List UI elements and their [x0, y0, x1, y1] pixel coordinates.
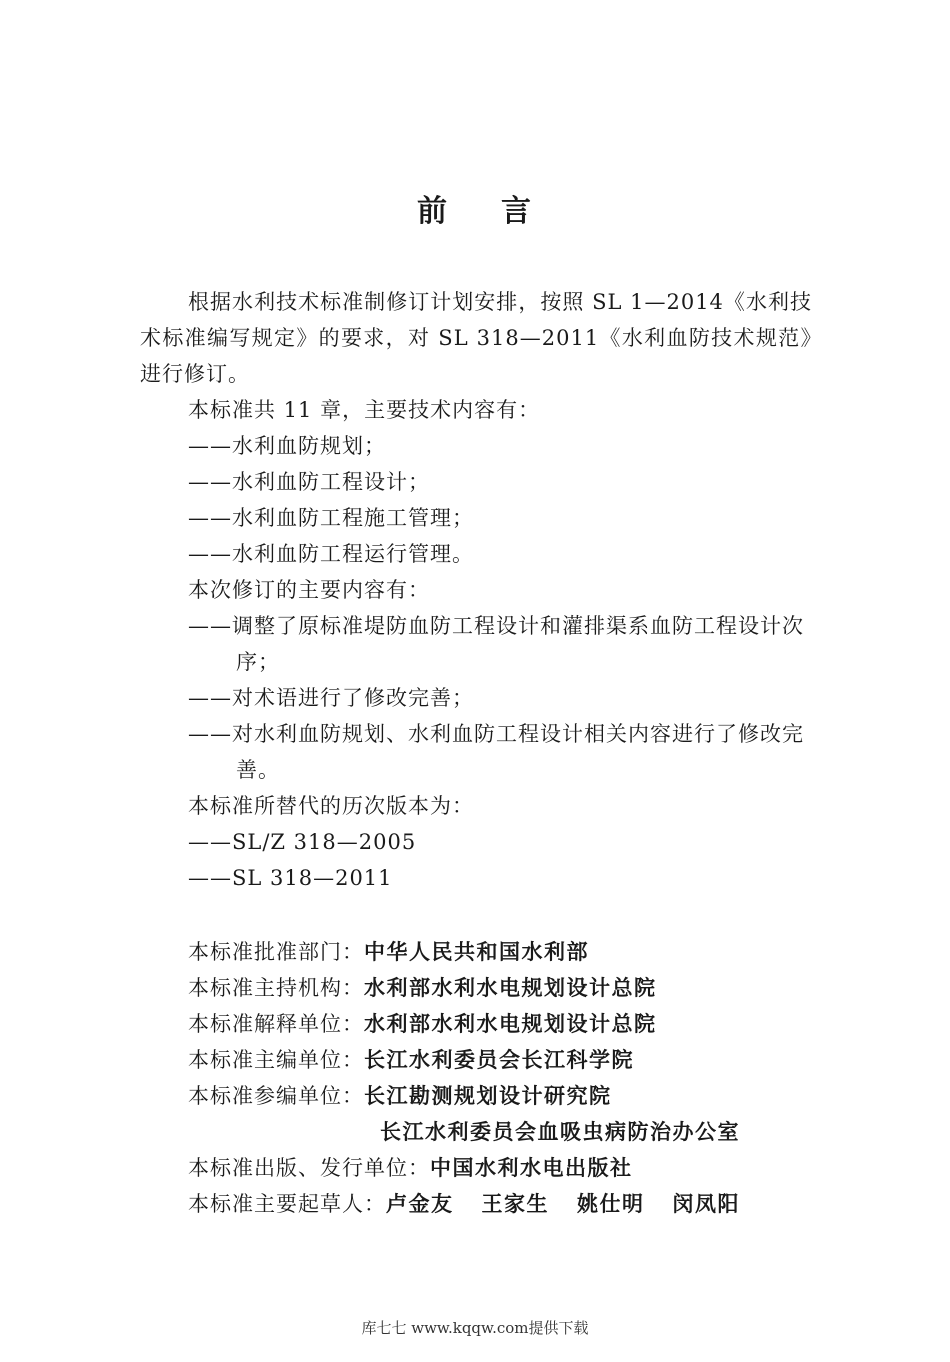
chief-label: 本标准主编单位： — [188, 1048, 364, 1072]
chief-row — [188, 1042, 634, 1078]
content-intro: 本标准共 11 章，主要技术内容有： — [188, 398, 541, 422]
content-item: ——水利血防工程运行管理。 — [188, 542, 474, 566]
version-item: ——SL/Z 318—2005 — [188, 830, 417, 854]
revision-item: ——调整了原标准堤防血防工程设计和灌排渠系血防工程设计次序； — [188, 614, 804, 674]
chief-value: 长江水利委员会长江科学院 — [364, 1048, 634, 1072]
interpret-row — [188, 1006, 657, 1042]
participate-label: 本标准参编单位： — [188, 1084, 364, 1108]
interpret-label: 本标准解释单位： — [188, 1012, 364, 1036]
participate-row-2 — [380, 1114, 740, 1150]
participate-value-1: 长江勘测规划设计研究院 — [364, 1084, 612, 1108]
publisher-label: 本标准出版、发行单位： — [188, 1156, 430, 1180]
participate-row — [188, 1078, 612, 1114]
drafter-name: 闵凤阳 — [672, 1192, 740, 1216]
intro-paragraph: 根据水利技术标准制修订计划安排，按照 SL 1—2014《水利技术标准编写规定》的要求，对 SL 318—2011《水利血防技术规范》进行修订。 — [140, 290, 812, 386]
approval-value: 中华人民共和国水利部 — [364, 940, 589, 964]
content-item: ——水利血防工程设计； — [188, 470, 430, 494]
approval-label: 本标准批准部门： — [188, 940, 364, 964]
drafter-name: 王家生 — [481, 1192, 549, 1216]
title-char-2: 言 — [501, 194, 533, 229]
approval-row — [188, 934, 589, 970]
host-label: 本标准主持机构： — [188, 976, 364, 1000]
publisher-value: 中国水利水电出版社 — [430, 1156, 633, 1180]
revision-intro: 本次修订的主要内容有： — [188, 578, 430, 602]
drafter-name: 姚仕明 — [577, 1192, 645, 1216]
host-value: 水利部水利水电规划设计总院 — [364, 976, 657, 1000]
interpret-value: 水利部水利水电规划设计总院 — [364, 1012, 657, 1036]
revision-item: ——对术语进行了修改完善； — [188, 686, 474, 710]
version-item: ——SL 318—2011 — [188, 866, 393, 890]
download-footer: 库七七 www.kqqw.com提供下载 — [361, 1319, 589, 1337]
drafter-name: 卢金友 — [386, 1192, 454, 1216]
drafters-row — [188, 1186, 740, 1222]
title-char-1: 前 — [417, 194, 449, 229]
content-item: ——水利血防规划； — [188, 434, 386, 458]
participate-value-2: 长江水利委员会血吸虫病防治办公室 — [380, 1120, 740, 1144]
publisher-row — [188, 1150, 633, 1186]
host-row — [188, 970, 657, 1006]
versions-intro: 本标准所替代的历次版本为： — [188, 794, 474, 818]
drafters-label: 本标准主要起草人： — [188, 1192, 386, 1216]
revision-item: ——对水利血防规划、水利血防工程设计相关内容进行了修改完善。 — [188, 722, 804, 782]
page-title — [0, 188, 950, 236]
content-item: ——水利血防工程施工管理； — [188, 506, 474, 530]
